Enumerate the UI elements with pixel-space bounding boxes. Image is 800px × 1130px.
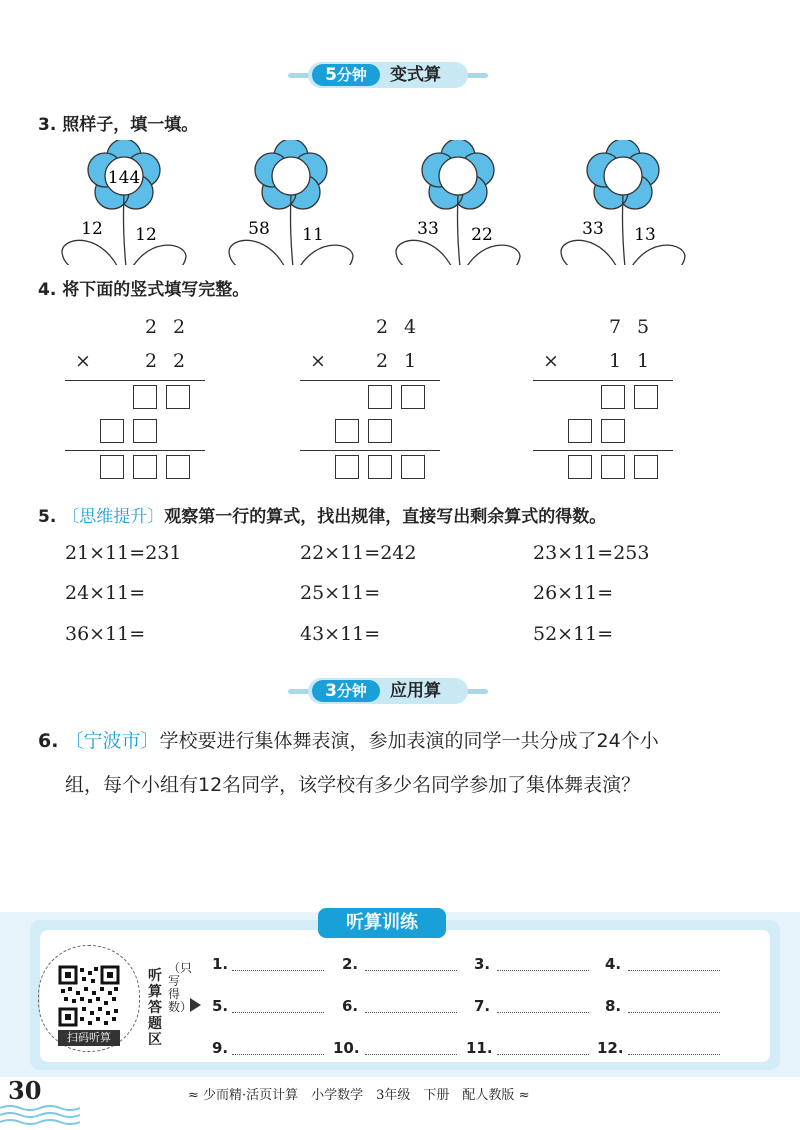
digit: 2 (173, 350, 186, 372)
wave-decoration (0, 1102, 90, 1130)
answer-label: 5. (212, 997, 229, 1015)
flower-2-right: 11 (302, 225, 324, 245)
times-sign: × (75, 350, 91, 372)
times-sign: × (310, 350, 326, 372)
question-4: 4. 将下面的竖式填写完整。 (38, 280, 250, 300)
answer-label: 1. (212, 955, 229, 973)
tag-thinking: 〔思维提升〕 (62, 507, 165, 527)
question-3: 3. 照样子，填一填。 (38, 115, 199, 135)
section-title: 应用算 (390, 681, 441, 701)
equation: 23×11=253 (533, 542, 650, 564)
equation: 43×11= (300, 623, 381, 645)
digit: 7 (609, 316, 622, 338)
answer-blank[interactable] (365, 1012, 457, 1013)
digit: 2 (145, 350, 158, 372)
answer-label: 10. (333, 1039, 360, 1057)
digit: 1 (404, 350, 417, 372)
answer-blank[interactable] (232, 970, 324, 971)
footer-text: ≈ 少而精·活页计算 小学数学 3年级 下册 配人教版 ≈ (188, 1088, 530, 1103)
equation: 24×11= (65, 582, 146, 604)
answer-box[interactable] (368, 419, 392, 443)
digit: 1 (637, 350, 650, 372)
digit: 1 (609, 350, 622, 372)
equation: 36×11= (65, 623, 146, 645)
wave-icon: ≈ (188, 1088, 204, 1103)
play-arrow-icon (190, 998, 201, 1012)
answer-box[interactable] (133, 385, 157, 409)
tag-city: 〔宁波市〕 (64, 730, 160, 752)
answer-box[interactable] (166, 455, 190, 479)
flower-4-right: 13 (634, 225, 656, 245)
rule-line (533, 450, 673, 451)
flower-1-center: 144 (107, 168, 141, 188)
vertical-problem-1 (65, 312, 205, 487)
qr-caption: 扫码听算 (58, 1030, 120, 1046)
section-title: 变式算 (390, 65, 441, 85)
rule-line (65, 450, 205, 451)
times-sign: × (543, 350, 559, 372)
answer-box[interactable] (601, 419, 625, 443)
answer-box[interactable] (335, 419, 359, 443)
answer-label: 12. (597, 1039, 624, 1057)
answer-box[interactable] (335, 455, 359, 479)
answer-box[interactable] (634, 455, 658, 479)
vertical-problem-2 (300, 312, 440, 487)
digit: 2 (376, 350, 389, 372)
digit: 2 (145, 316, 158, 338)
answer-label: 9. (212, 1039, 229, 1057)
qr-code[interactable] (58, 965, 120, 1027)
listen-panel (30, 920, 780, 1070)
digit: 4 (404, 316, 417, 338)
question-6: 6. 〔宁波市〕学校要进行集体舞表演，参加表演的同学一共分成了24个小 (38, 730, 659, 752)
flower-3 (396, 140, 520, 265)
answer-blank[interactable] (232, 1012, 324, 1013)
equation: 25×11= (300, 582, 381, 604)
answer-blank[interactable] (497, 1054, 589, 1055)
answer-box[interactable] (401, 455, 425, 479)
answer-box[interactable] (601, 385, 625, 409)
rule-line (300, 380, 440, 381)
question-5: 5. 〔思维提升〕观察第一行的算式，找出规律，直接写出剩余算式的得数。 (38, 507, 607, 527)
vertical-problem-3 (533, 312, 673, 487)
answer-box[interactable] (568, 455, 592, 479)
equation: 22×11=242 (300, 542, 417, 564)
time-badge: 5分钟 (312, 64, 380, 86)
rule-line (300, 450, 440, 451)
answer-box[interactable] (634, 385, 658, 409)
flower-1-right: 12 (135, 225, 157, 245)
wave-icon: ≈ (514, 1088, 530, 1103)
answer-blank[interactable] (628, 970, 720, 971)
answer-label: 4. (605, 955, 622, 973)
answer-label: 2. (342, 955, 359, 973)
answer-label: 6. (342, 997, 359, 1015)
page-number: 30 (8, 1076, 42, 1105)
answer-blank[interactable] (232, 1054, 324, 1055)
digit: 5 (637, 316, 650, 338)
rule-line (533, 380, 673, 381)
answer-box[interactable] (568, 419, 592, 443)
answer-area-note: （只写得数） (168, 961, 193, 1014)
flower-1-left: 12 (81, 219, 103, 239)
section-header-2 (0, 676, 800, 706)
answer-label: 3. (474, 955, 491, 973)
digit: 2 (173, 316, 186, 338)
flower-4 (561, 140, 685, 265)
flower-row (0, 140, 800, 265)
section-header-1 (0, 60, 800, 90)
answer-blank[interactable] (365, 1054, 457, 1055)
flower-4-left: 33 (582, 219, 604, 239)
answer-box[interactable] (401, 385, 425, 409)
rule-line (65, 380, 205, 381)
answer-area-label: 听算答题区 (148, 968, 162, 1048)
answer-box[interactable] (166, 385, 190, 409)
answer-blank[interactable] (628, 1054, 720, 1055)
answer-box[interactable] (601, 455, 625, 479)
answer-box[interactable] (368, 385, 392, 409)
listen-title: 听算训练 (318, 908, 446, 938)
flower-3-left: 33 (417, 219, 439, 239)
answer-label: 11. (466, 1039, 493, 1057)
answer-blank[interactable] (497, 970, 589, 971)
flower-3-right: 22 (471, 225, 493, 245)
equation: 21×11=231 (65, 542, 182, 564)
answer-blank[interactable] (365, 970, 457, 971)
flower-1 (62, 140, 186, 265)
answer-box[interactable] (368, 455, 392, 479)
answer-box[interactable] (133, 419, 157, 443)
equation: 52×11= (533, 623, 614, 645)
digit: 2 (376, 316, 389, 338)
flower-2 (229, 140, 353, 265)
question-6-line2: 组，每个小组有12名同学，该学校有多少名同学参加了集体舞表演？ (65, 774, 641, 796)
answer-box[interactable] (100, 419, 124, 443)
answer-label: 8. (605, 997, 622, 1015)
time-badge: 3分钟 (312, 680, 380, 702)
flower-2-left: 58 (248, 219, 270, 239)
answer-label: 7. (474, 997, 491, 1015)
answer-box[interactable] (100, 455, 124, 479)
answer-box[interactable] (133, 455, 157, 479)
answer-blank[interactable] (497, 1012, 589, 1013)
equation: 26×11= (533, 582, 614, 604)
answer-blank[interactable] (628, 1012, 720, 1013)
